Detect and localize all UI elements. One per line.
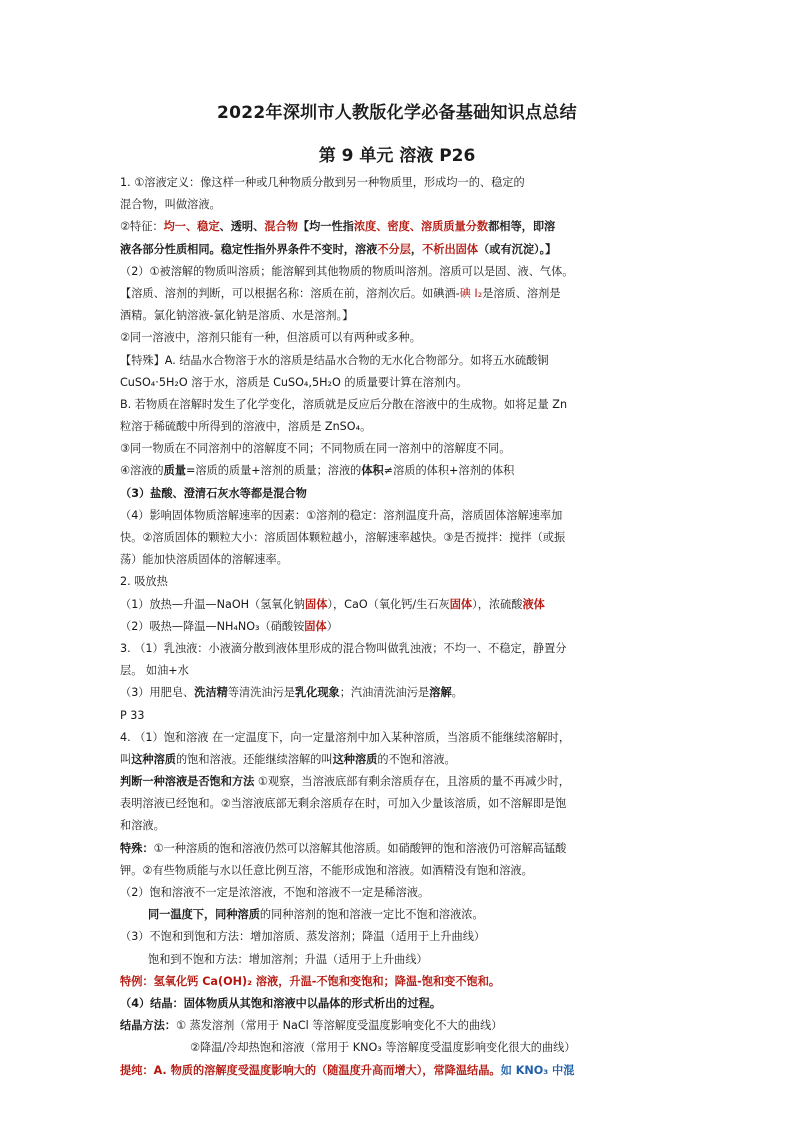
text-line	[120, 305, 676, 327]
text-segment: 2. 吸放热	[120, 575, 168, 589]
document-title: 2022年深圳市人教版化学必备基础知识点总结	[217, 103, 577, 123]
text-segment: ，	[410, 242, 423, 256]
text-segment: 酒精。氯化钠溶液-氯化钠是溶质、水是溶剂。】	[120, 309, 354, 323]
text-segment: 叫	[120, 752, 132, 766]
text-line	[120, 682, 676, 704]
text-line	[120, 239, 676, 261]
text-line	[120, 350, 676, 372]
text-line	[120, 949, 676, 971]
text-segment: 同一温度下，同种溶质	[148, 908, 260, 922]
text-segment: （3）不饱和到饱和方法：增加溶质、蒸发溶剂；降温（适用于上升曲线）	[120, 930, 486, 944]
text-segment: 判断一种溶液是否饱和方法	[120, 775, 255, 789]
text-segment: （3）盐酸、澄清石灰水等都是混合物	[120, 486, 307, 500]
text-line	[120, 838, 676, 860]
text-line	[120, 483, 676, 505]
text-line	[120, 571, 676, 593]
text-line	[120, 438, 676, 460]
text-segment: 液体	[522, 597, 545, 611]
text-segment: ），浓硫酸	[472, 597, 523, 611]
text-segment: （1）放热—升温—NaOH（氢氧化钠	[120, 597, 305, 611]
text-line	[120, 283, 676, 305]
text-line	[120, 1015, 676, 1037]
text-line	[120, 372, 676, 394]
text-line	[120, 638, 676, 660]
text-segment: 固体	[305, 597, 328, 611]
text-line	[120, 749, 676, 771]
text-segment: 液各部分性质相同。稳定性指外界条件不变时，溶液	[120, 242, 378, 256]
text-segment: 碘 I₂	[459, 286, 483, 300]
text-segment: 层。 如油+水	[120, 664, 189, 678]
text-segment: 快。②溶质固体的颗粒大小：溶质固体颗粒越小，溶解速率越快。③是否搅拌：搅拌（或振	[120, 531, 566, 544]
text-segment: 特殊：	[120, 841, 154, 855]
text-segment: （4）影响固体物质溶解速率的因素：①溶剂的稳定：溶剂温度升高，溶质固体溶解速率加	[120, 508, 563, 522]
text-line	[120, 460, 676, 482]
text-segment: =溶质的质量+溶剂的质量；溶液的	[185, 464, 362, 478]
text-segment: （2）饱和溶液不一定是浓溶液，不饱和溶液不一定是稀溶液。	[120, 886, 430, 899]
text-segment: （3）用肥皂、	[120, 686, 195, 700]
text-segment: 【均一性指	[297, 220, 354, 234]
text-line	[120, 216, 676, 238]
text-segment: 1. ①溶液定义：像这样一种或几种物质分散到另一种物质里，形成均一的、稳定的	[120, 176, 525, 189]
text-segment: 都相等，即溶	[488, 220, 556, 234]
text-segment: 的饱和溶液。还能继续溶解的叫	[175, 752, 333, 766]
text-line	[120, 172, 676, 194]
text-segment: ；汽油清洗油污是	[339, 686, 430, 700]
text-segment: 表明溶液已经饱和。②当溶液底部无剩余溶质存在时，可加入少量该溶质，如不溶解即是饱	[120, 797, 567, 811]
text-segment: 、透明、	[219, 220, 265, 234]
text-line	[120, 594, 676, 616]
document-body	[120, 172, 676, 1082]
text-segment: ②同一溶液中，溶剂只能有一种，但溶质可以有两种或多种。	[120, 331, 421, 345]
text-line	[120, 904, 676, 926]
text-line	[120, 527, 676, 549]
text-line	[120, 327, 676, 349]
text-segment: 钾。②有些物质能与水以任意比例互溶，不能形成饱和溶液。如酒精没有饱和溶液。	[120, 863, 533, 877]
text-segment: 的不饱和溶液。	[377, 752, 456, 766]
text-segment: （2）①被溶解的物质叫溶质；能溶解到其他物质的物质叫溶剂。溶质可以是固、液、气体。	[120, 264, 574, 278]
text-line	[120, 705, 676, 727]
text-segment: 固体	[449, 597, 473, 611]
text-segment: ），CaO（氧化钙/生石灰	[327, 597, 450, 611]
text-segment: B. 若物质在溶解时发生了化学变化，溶质就是反应后分散在溶液中的生成物。如将足量 Zn	[120, 397, 568, 411]
text-line	[120, 971, 676, 993]
text-segment: ①一种溶质的饱和溶液仍然可以溶解其他溶质。如硝酸钾的饱和溶液仍可溶解高锰酸	[153, 841, 567, 855]
text-line	[120, 926, 676, 948]
text-segment: 特例：氢氧化钙 Ca(OH)₂ 溶液，升温-不饱和变饱和；降温-饱和变不饱和。	[120, 974, 501, 988]
unit-heading: 第 9 单元 溶液 P26	[318, 146, 476, 166]
text-segment: 提纯：A. 物质的溶解度受温度影响大的（随温度升高而增大），常降温结晶。	[120, 1063, 501, 1077]
text-line	[120, 771, 676, 793]
text-segment: 如 KNO₃ 中混	[500, 1063, 575, 1077]
text-segment: 【特殊】A. 结晶水合物溶于水的溶质是结晶水合物的无水化合物部分。如将五水硫酸铜	[120, 353, 549, 367]
text-line	[120, 616, 676, 638]
text-line	[120, 194, 676, 216]
text-segment: 这种溶质	[131, 752, 176, 766]
text-line	[120, 1037, 676, 1059]
text-segment: 洗洁精	[194, 686, 228, 700]
text-segment: 均一、稳定	[163, 220, 220, 234]
text-segment: 体积	[361, 464, 384, 478]
text-line	[120, 793, 676, 815]
text-segment: 质量	[163, 464, 186, 478]
text-segment: 溶解	[429, 686, 452, 700]
text-segment: 【溶质、溶剂的判断，可以根据名称：溶质在前，溶剂次后。如碘酒-	[120, 286, 460, 300]
text-segment: ）	[326, 619, 338, 633]
text-line	[120, 416, 676, 438]
text-line	[120, 882, 676, 904]
text-segment: ③同一物质在不同溶剂中的溶解度不同；不同物质在同一溶剂中的溶解度不同。	[120, 442, 511, 456]
text-segment: 是溶质、溶剂是	[482, 286, 561, 300]
text-segment: 这种溶质	[332, 752, 378, 766]
text-segment: （4）结晶：固体物质从其饱和溶液中以晶体的形式析出的过程。	[120, 996, 442, 1010]
text-line	[120, 660, 676, 682]
text-segment: 混合物	[264, 220, 298, 234]
text-segment: ④溶液的	[120, 464, 164, 478]
text-segment: 荡）能加快溶质固体的溶解速率。	[120, 553, 288, 567]
text-segment: ②特征：	[120, 220, 164, 234]
text-segment: 乳化现象	[294, 686, 340, 700]
text-segment: 不分层	[377, 242, 411, 256]
text-line	[120, 1060, 676, 1082]
text-segment: ②降温/冷却热饱和溶液（常用于 KNO₃ 等溶解度受温度影响变化很大的曲线）	[190, 1041, 576, 1055]
text-segment: 3. （1）乳浊液：小液滴分散到液体里形成的混合物叫做乳浊液；不均一、不稳定，静置分	[120, 641, 567, 655]
text-segment: 4. （1）饱和溶液 在一定温度下，向一定量溶剂中加入某种溶质，当溶质不能继续溶解时，	[120, 730, 571, 744]
text-line	[120, 394, 676, 416]
text-segment: 粒溶于稀硫酸中所得到的溶液中，溶质是 ZnSO₄。	[120, 420, 372, 434]
text-segment: （2）吸热—降温—NH₄NO₃（硝酸铵	[120, 619, 305, 633]
text-segment: 固体	[304, 619, 327, 633]
text-line	[120, 815, 676, 837]
text-segment: 的同种溶剂的饱和溶液一定比不饱和溶液浓。	[259, 908, 484, 922]
text-segment: ≠溶质的体积+溶剂的体积	[383, 464, 515, 478]
text-segment: 等清洗油污是	[227, 686, 295, 700]
text-segment: CuSO₄·5H₂O 溶于水，溶质是 CuSO₄,5H₂O 的质量要计算在溶剂内。	[120, 375, 468, 389]
text-line	[120, 727, 676, 749]
text-segment: 饱和到不饱和方法：增加溶剂；升温（适用于上升曲线）	[148, 952, 428, 966]
text-segment: 不析出固体	[422, 242, 479, 256]
text-line	[120, 860, 676, 882]
text-segment: 。	[451, 686, 463, 700]
text-line	[120, 261, 676, 283]
text-segment: 结晶方法：	[120, 1019, 176, 1033]
text-line	[120, 505, 676, 527]
text-segment: ①观察，当溶液底部有剩余溶质存在，且溶质的量不再减少时，	[254, 775, 570, 789]
text-segment: 和溶液。	[120, 819, 165, 833]
text-segment: ① 蒸发溶剂（常用于 NaCl 等溶解度受温度影响变化不大的曲线）	[175, 1019, 503, 1033]
text-segment: （或有沉淀）。】	[478, 242, 557, 256]
text-segment: P 33	[120, 708, 145, 722]
text-segment: 混合物，叫做溶液。	[120, 198, 221, 212]
text-segment: 浓度、密度、溶质质量分数	[353, 220, 489, 234]
text-line	[120, 549, 676, 571]
text-line	[120, 993, 676, 1015]
